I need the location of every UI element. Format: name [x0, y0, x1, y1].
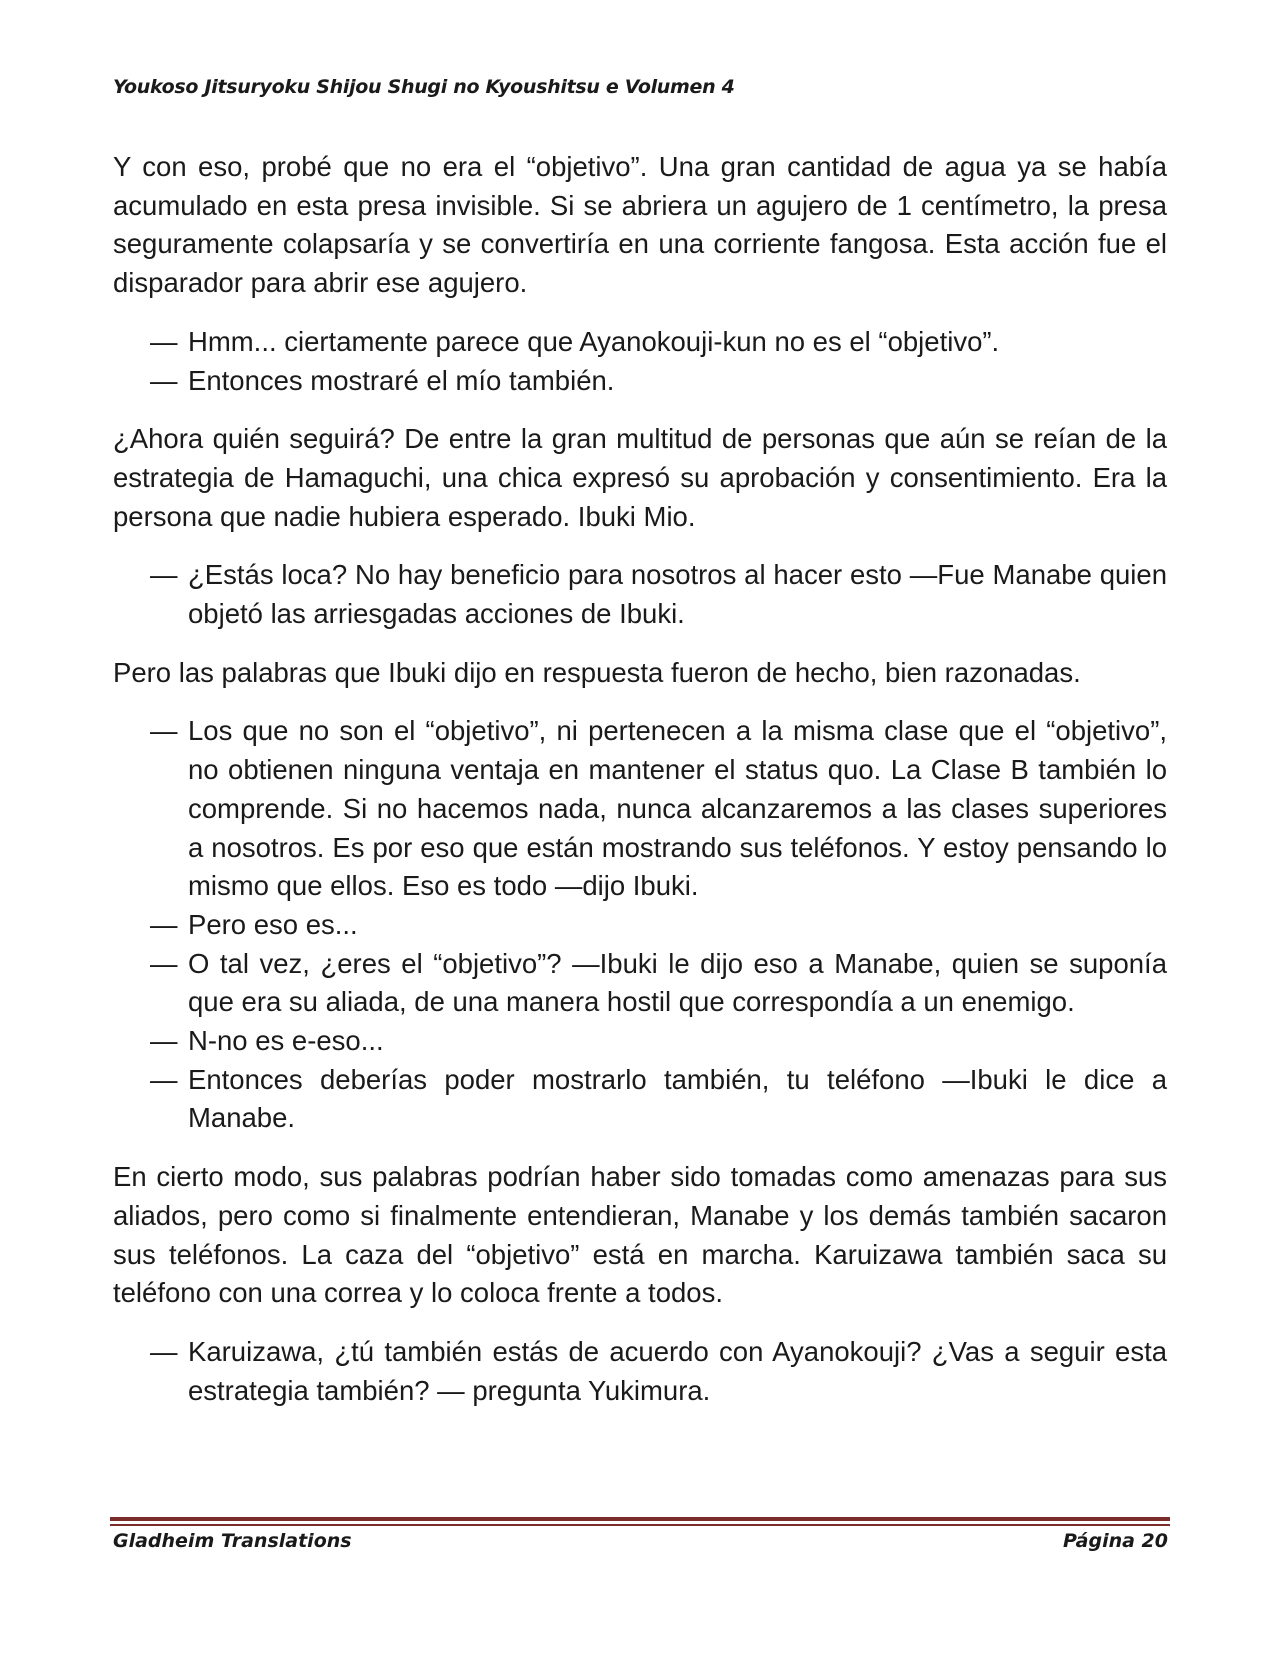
dialogue-text: Karuizawa, ¿tú también estás de acuerdo con Ayanokouji? ¿Vas a seguir esta estrategia también? — pregunta Yukimura. [188, 1335, 1167, 1406]
dialogue-line [113, 712, 1167, 906]
dialogue-dash: — [150, 947, 178, 979]
dialogue-line [113, 1022, 1167, 1061]
dialogue-dash: — [150, 1335, 178, 1367]
dialogue-dash: — [150, 715, 178, 747]
dialogue-dash: — [150, 1063, 178, 1095]
dialogue-text: Pero eso es... [188, 908, 358, 940]
dialogue-group [113, 712, 1167, 1138]
footer-page-number: Página 20 [1062, 1530, 1168, 1552]
dialogue-group [113, 1333, 1167, 1410]
footer-translator: Gladheim Translations [113, 1530, 352, 1552]
paragraph: Y con eso, probé que no era el “objetivo”. Una gran cantidad de agua ya se había acumulado en esta presa invisible. Si se abriera un agujero de 1 centímetro, la presa seguramente colapsaría y se convertiría en una corriente fangosa. Esta acción fue el disparador para abrir ese agujero. [113, 151, 1167, 299]
dialogue-dash: — [150, 908, 178, 940]
dialogue-line [113, 906, 1167, 945]
dialogue-text: Hmm... ciertamente parece que Ayanokouji-kun no es el “objetivo”. [188, 325, 1000, 357]
dialogue-text: Entonces mostraré el mío también. [188, 364, 615, 396]
footer-divider-thin [110, 1524, 1170, 1526]
paragraph: En cierto modo, sus palabras podrían haber sido tomadas como amenazas para sus aliados, pero como si finalmente entendieran, Manabe y los demás también sacaron sus teléfonos. La caza del “objetivo” está en marcha. Karuizawa también saca su teléfono con una correa y lo coloca frente a todos. [113, 1161, 1167, 1309]
dialogue-dash: — [150, 364, 178, 396]
page-body [113, 148, 1167, 1430]
dialogue-line [113, 1061, 1167, 1138]
dialogue-group [113, 556, 1167, 633]
dialogue-text: O tal vez, ¿eres el “objetivo”? —Ibuki le dijo eso a Manabe, quien se suponía que era su aliada, de una manera hostil que correspondía a un enemigo. [188, 947, 1167, 1018]
paragraph: ¿Ahora quién seguirá? De entre la gran multitud de personas que aún se reían de la estrategia de Hamaguchi, una chica expresó su aprobación y consentimiento. Era la persona que nadie hubiera esperado. Ibuki Mio. [113, 423, 1167, 532]
dialogue-line [113, 945, 1167, 1022]
dialogue-line [113, 323, 1167, 362]
dialogue-dash: — [150, 325, 178, 357]
dialogue-line [113, 556, 1167, 633]
page-header-title: Youkoso Jitsuryoku Shijou Shugi no Kyoushitsu e Volumen 4 [113, 76, 735, 98]
paragraph: Pero las palabras que Ibuki dijo en respuesta fueron de hecho, bien razonadas. [113, 656, 1081, 688]
dialogue-dash: — [150, 1025, 178, 1057]
dialogue-text: N-no es e-eso... [188, 1025, 384, 1057]
dialogue-line [113, 1333, 1167, 1410]
dialogue-text: ¿Estás loca? No hay beneficio para nosotros al hacer esto —Fue Manabe quien objetó las arriesgadas acciones de Ibuki. [188, 559, 1167, 630]
dialogue-text: Los que no son el “objetivo”, ni pertenecen a la misma clase que el “objetivo”, no obtienen ninguna ventaja en mantener el status quo. La Clase B también lo comprende. Si no hacemos nada, nunca alcanzaremos a las clases superiores a nosotros. Es por eso que están mostrando sus teléfonos. Y estoy pensando lo mismo que ellos. Eso es todo —dijo Ibuki. [188, 715, 1167, 902]
dialogue-line [113, 362, 1167, 401]
footer-divider-thick [110, 1517, 1170, 1521]
dialogue-text: Entonces deberías poder mostrarlo también, tu teléfono —Ibuki le dice a Manabe. [188, 1063, 1167, 1134]
dialogue-group [113, 323, 1167, 400]
dialogue-dash: — [150, 559, 178, 591]
